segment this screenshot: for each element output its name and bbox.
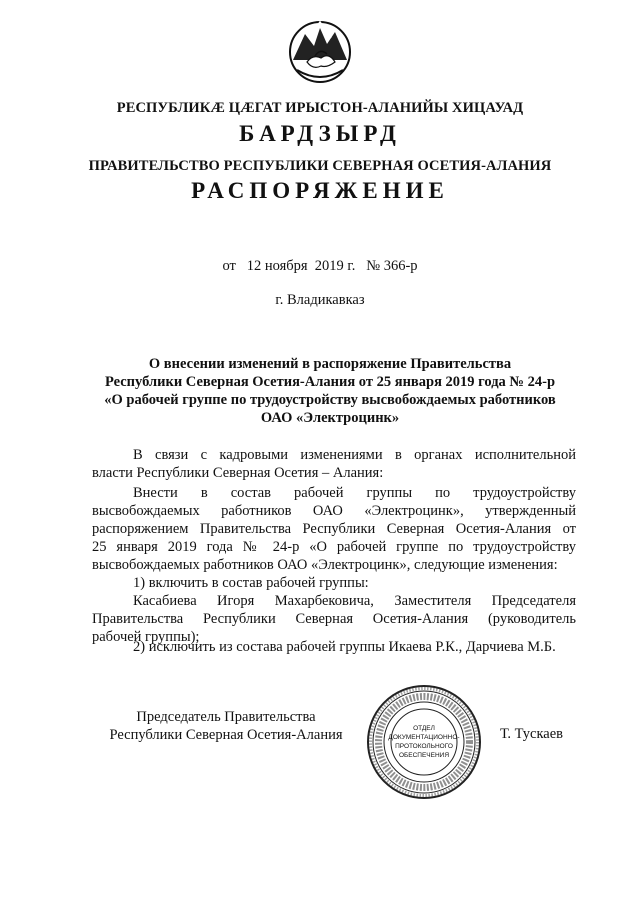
title-line: Республики Северная Осетия-Алания от 25 января 2019 года № 24-р bbox=[104, 374, 556, 390]
text-line: Касабиева Игоря Махарбековича, Заместителя Председателя bbox=[133, 593, 576, 609]
document-title bbox=[80, 355, 580, 427]
official-stamp bbox=[365, 683, 483, 801]
text-line: распоряжением Правительства Республики Северная Осетия-Алания от bbox=[92, 521, 576, 537]
header-russian-doc-type: РАСПОРЯЖЕНИЕ bbox=[191, 178, 449, 203]
text-line: 25 января 2019 года № 24-р «О рабочей группе по трудоустройству bbox=[92, 539, 576, 555]
title-line: О внесении изменений в распоряжение Правительства bbox=[148, 356, 512, 372]
item-1 bbox=[92, 574, 576, 646]
stamp-text-line: ОТДЕЛ bbox=[413, 725, 435, 732]
city: г. Владикавказ bbox=[275, 292, 365, 308]
text-line: высвобождаемых работников ОАО «Электроцинк», следующие изменения: bbox=[92, 557, 558, 573]
coat-of-arms-emblem bbox=[287, 12, 353, 92]
header-ossetian-doc-type: БАРДЗЫРД bbox=[239, 121, 401, 146]
header-russian-org: ПРАВИТЕЛЬСТВО РЕСПУБЛИКИ СЕВЕРНАЯ ОСЕТИЯ-АЛАНИЯ bbox=[88, 158, 552, 174]
item-2 bbox=[92, 638, 576, 656]
stamp-text-line: ПРОТОКОЛЬНОГО bbox=[395, 743, 453, 750]
stamp-text-line: ОБЕСПЕЧЕНИЯ bbox=[398, 752, 450, 759]
header-ossetian-org: РЕСПУБЛИКӔ ЦӔГАТ ИРЫСТОН-АЛАНИЙЫ ХИЦАУАД bbox=[116, 100, 524, 116]
title-line: «О рабочей группе по трудоустройству высвобождаемых работников bbox=[104, 392, 556, 408]
text-line: Правительства Республики Северная Осетия-Алания (руководитель bbox=[92, 611, 576, 627]
text-line: высвобождаемых работников ОАО «Электроцинк», утвержденный bbox=[92, 503, 576, 519]
signatory-name: Т. Тускаев bbox=[500, 726, 564, 742]
paragraph-2 bbox=[92, 484, 576, 574]
stamp-text-line: ДОКУМЕНТАЦИОННО- bbox=[388, 734, 460, 741]
text-line: власти Республики Северная Осетия – Алания: bbox=[92, 465, 384, 481]
date-number: от 12 ноября 2019 г. № 366-р bbox=[222, 258, 418, 274]
signatory-position bbox=[96, 708, 356, 744]
paragraph-1 bbox=[92, 446, 576, 482]
text-line: 2) исключить из состава рабочей группы Икаева Р.К., Дарчиева М.Б. bbox=[133, 639, 556, 655]
title-line: ОАО «Электроцинк» bbox=[260, 410, 400, 426]
text-line: рабочей группы); bbox=[92, 629, 200, 645]
position-line: Республики Северная Осетия-Алания bbox=[109, 727, 343, 743]
text-line: Внести в состав рабочей группы по трудоустройству bbox=[133, 485, 576, 501]
text-line: В связи с кадровыми изменениями в органах исполнительной bbox=[133, 447, 576, 463]
position-line: Председатель Правительства bbox=[136, 709, 316, 725]
text-line: 1) включить в состав рабочей группы: bbox=[133, 575, 369, 591]
